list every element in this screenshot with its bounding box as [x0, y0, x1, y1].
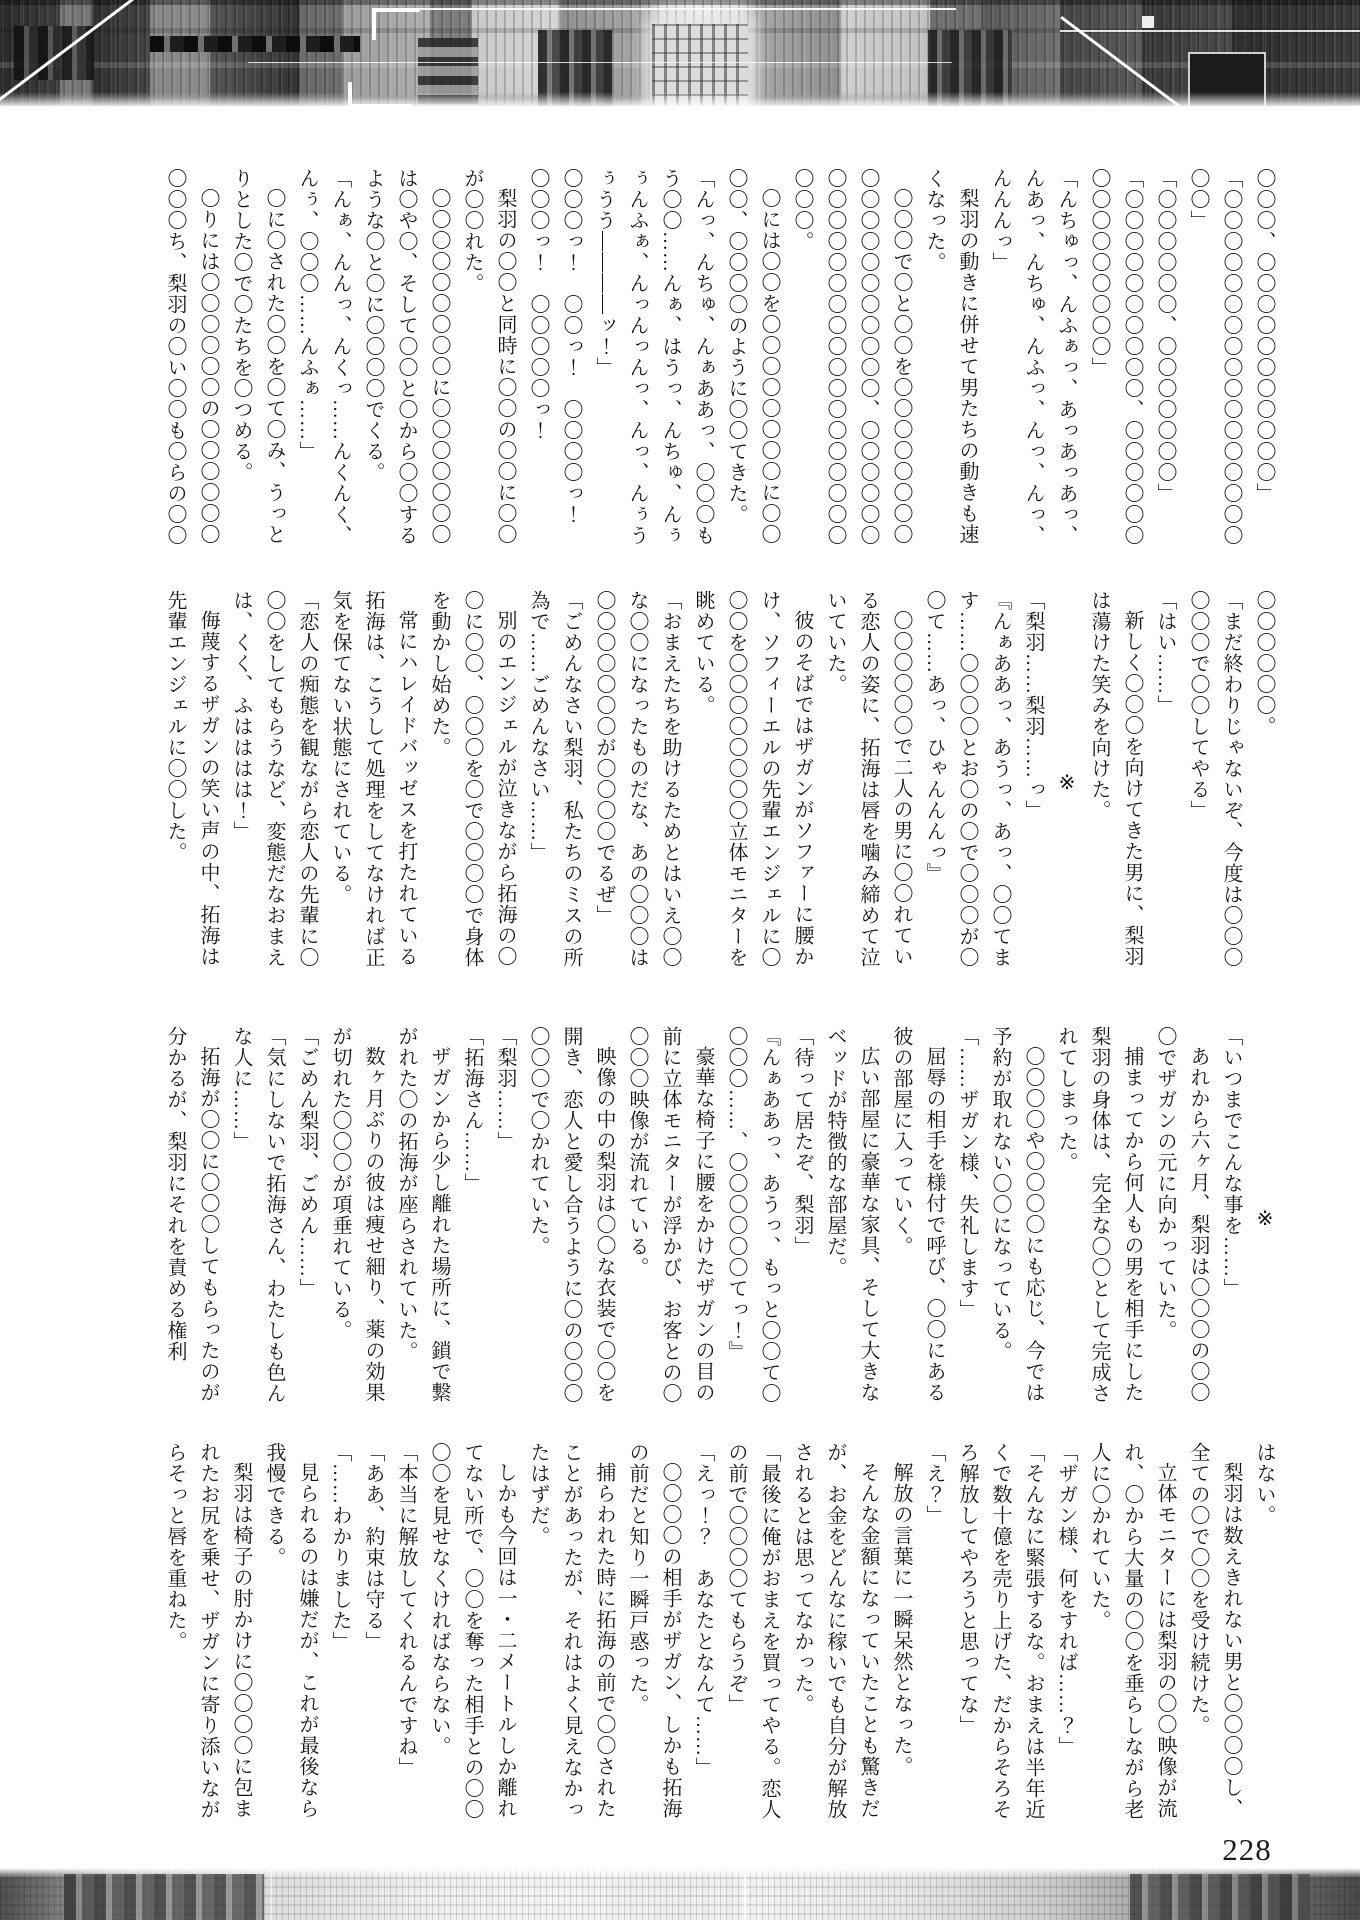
text-paragraph: 「んっ、んちゅ、んぁああっ、〇〇〇もう〇〇……んぁ、はうっ、んちゅ、んぅぅんふぁ、んっんっんっ、んっ、んぅうぅうう――――ッ！」	[593, 168, 714, 546]
text-paragraph: 拓海が〇〇に〇〇〇してもらったのが分かるが、梨羽にそれを責める権利	[164, 1026, 219, 1403]
text-paragraph: 広い部屋に豪華な家具、そして大きなベッドが特徴的な部屋だ。	[824, 1026, 879, 1403]
text-paragraph: 別のエンジェルが泣きながら拓海の〇〇に〇〇、〇〇〇を〇で〇〇〇〇で身体を動かし始めた。	[428, 590, 516, 968]
text-paragraph: 「待って居たぞ、梨羽」	[791, 1026, 813, 1257]
glitch-checker-strip	[150, 36, 360, 52]
text-paragraph: 「はい……」	[1154, 590, 1176, 716]
text-paragraph: 「梨羽……」	[494, 1026, 516, 1152]
text-paragraph: 「ごめんなさい梨羽、私たちのミスの所為で……ごめんなさい……」	[527, 590, 582, 968]
text-paragraph: 映像の中の梨羽は〇〇な衣装で〇〇を開き、恋人と愛し合うように〇の〇〇〇〇〇〇で〇かれていた。	[527, 1026, 615, 1404]
text-paragraph: 常にハレイドバッゼスを打たれている拓海は、こうして処理をしてなければ正気を保てない状態にされている。	[329, 590, 417, 968]
text-paragraph: 梨羽の〇〇と同時に〇〇の〇〇に〇〇が〇〇れた。	[461, 168, 516, 545]
text-paragraph: 「ごめん梨羽、ごめん……」	[296, 1026, 318, 1299]
text-paragraph: 数ヶ月ぶりの彼は痩せ細り、薬の効果が切れた〇〇〇が項垂れている。	[329, 1026, 384, 1403]
text-paragraph: 「ザガン様、何をすれば……？」	[1055, 1442, 1077, 1757]
text-band-4	[104, 1442, 1280, 1826]
text-paragraph: ザガンから少し離れた場所に、鎖で繋がれた〇の拓海が座らされていた。	[395, 1026, 450, 1403]
glitch-ladder-block	[418, 38, 478, 106]
section-break-mark: ※	[1253, 1205, 1275, 1231]
glitch-vline	[270, 1868, 272, 1920]
text-paragraph: 「本当に解放してくれるんですね」	[395, 1442, 417, 1778]
glitch-vline	[744, 1868, 746, 1920]
text-band-2	[104, 590, 1280, 974]
glitch-bracket-shape	[348, 82, 412, 106]
text-paragraph: あれから六ヶ月、梨羽は〇〇〇の〇〇〇でザガンの元に向かっていた。	[1154, 1026, 1209, 1403]
text-paragraph: 『んぁああっ、あうっ、もっと〇〇て〇〇〇〇……、〇〇〇〇〇〇てっ！』	[725, 1026, 780, 1404]
text-paragraph: 侮蔑するザガンの笑い声の中、拓海は先輩エンジェルに〇〇した。	[164, 590, 219, 967]
glitch-dark-block	[1188, 52, 1266, 106]
glitch-dark-cluster-left	[64, 1874, 264, 1920]
glitch-light-square	[1142, 16, 1154, 28]
text-paragraph: 〇〇〇で〇と〇〇を〇〇〇〇〇〇〇〇〇〇〇〇〇〇〇〇〇〇〇、〇〇〇〇〇〇〇〇〇〇〇〇〇〇〇〇〇〇〇〇〇〇〇〇〇〇〇。	[791, 168, 912, 546]
text-paragraph: 『んぁああっ、あうっ、あっ、〇〇てます……〇〇〇〇とお〇の〇で〇〇〇が〇〇て……あっ、ひゃんんんっ』	[923, 590, 1011, 968]
text-paragraph: 〇には〇〇を〇〇〇〇〇〇〇〇に〇〇〇〇、〇〇〇〇のように〇〇てきた。	[725, 168, 780, 545]
glitch-hline	[1060, 30, 1360, 32]
text-paragraph: 〇に〇された〇〇を〇て〇み、うっとりとした〇で〇たちを〇つめる。	[230, 168, 285, 545]
text-paragraph: 立体モニターには梨羽の〇〇映像が流れ、〇から大量の〇〇を垂らしながら老人に〇かれていた。	[1088, 1442, 1176, 1820]
text-paragraph: 「〇〇〇〇〇〇、〇〇〇〇〇〇〇」	[1154, 168, 1176, 504]
glitch-bracket-shape	[372, 8, 420, 40]
header-glitch-art	[0, 0, 1360, 106]
text-paragraph: しかも今回は一・二メートルしか離れてない所で、〇〇を奪った相手との〇〇〇〇を見せなくければならない。	[428, 1442, 516, 1820]
text-band-3	[104, 1026, 1280, 1410]
text-paragraph: 〇〇〇、〇〇〇〇〇〇〇〇〇〇〇」	[1253, 168, 1275, 504]
text-paragraph: 「気にしないで拓海さん、わたしも色んな人に……」	[230, 1026, 285, 1404]
text-paragraph: 〇〇〇〇の相手がザガン、しかも拓海の前だと知り一瞬戸惑った。	[626, 1442, 681, 1819]
text-band-1	[104, 168, 1280, 552]
footer-glitch-art	[0, 1868, 1360, 1920]
text-paragraph: 「ああ、約束は守る」	[362, 1442, 384, 1652]
text-paragraph: 〇〇〇〇〇〇〇〇〇に〇〇〇〇〇〇〇は〇や〇、そして〇〇と〇から〇〇するような〇と〇に〇〇〇〇でくる。	[362, 168, 450, 546]
glitch-hline	[248, 62, 952, 63]
text-paragraph: 見られるのは嫌だが、これが最後なら我慢できる。	[263, 1442, 318, 1819]
text-paragraph: 捕らわれた時に拓海の前で〇〇されたことがあったが、それはよく見えなかったはずだ。	[527, 1442, 615, 1820]
text-paragraph: 「おまえたちを助けるためとはいえ〇〇な〇〇になったものだな、あの〇〇〇は〇〇〇〇〇〇〇が〇〇〇〇でるぜ」	[593, 590, 681, 968]
text-paragraph: 彼のそばではザガンがソファーに腰かけ、ソフィーエルの先輩エンジェルに〇〇〇を〇〇〇〇〇〇〇〇立体モニターを眺めている。	[692, 590, 813, 968]
text-paragraph: 屈辱の相手を様付で呼び、〇〇にある彼の部屋に入っていく。	[890, 1026, 945, 1403]
text-paragraph: 新しく〇〇〇を向けてきた男に、梨羽は蕩けた笑みを向けた。	[1088, 590, 1143, 967]
text-paragraph: そんな金額になっていたことも驚きだが、お金をどんなに稼いでも自分が解放されるとは思ってなかった。	[791, 1442, 879, 1820]
text-paragraph: 〇りには〇〇〇〇〇〇の〇〇〇〇〇〇〇〇〇ち、梨羽の〇い〇〇も〇らの〇〇	[164, 168, 219, 546]
text-paragraph: はない。	[1253, 1442, 1275, 1526]
text-paragraph: 梨羽は椅子の肘かけに〇〇〇〇に包まれたお尻を乗せ、ザガンに寄り添いながらそっと唇を重ねた。	[164, 1442, 252, 1820]
text-paragraph: 「えっ！？ あなたとなんて……」	[692, 1442, 714, 1778]
glitch-dark-cluster-right	[1130, 1874, 1310, 1920]
text-paragraph: 「〇〇〇〇〇〇〇〇〇〇〇〇〇〇〇〇〇〇〇」	[1187, 168, 1242, 546]
text-paragraph: 〇〇〇〇〇〇。	[1253, 590, 1275, 737]
text-paragraph: 「……わかりました」	[329, 1442, 351, 1652]
text-paragraph: 「んぁ、んんっ、んくっ……んくんく、んぅ、〇〇〇……んふぁ……」	[296, 168, 351, 546]
text-paragraph: 〇〇〇っ！ 〇〇っ！ 〇〇〇〇っ！ 〇〇〇っ！ 〇〇〇〇〇っ！	[527, 168, 582, 546]
text-paragraph: 「恋人の痴態を観ながら恋人の先輩に〇〇〇をしてもらうなど、変態だなおまえは、くく、ふはははは！」	[230, 590, 318, 968]
glitch-stripe-cluster-right	[928, 30, 1012, 106]
text-paragraph: 解放の言葉に一瞬呆然となった。	[890, 1462, 912, 1777]
text-paragraph: 「〇〇〇〇〇〇〇〇〇〇、〇〇〇〇〇〇〇〇〇〇〇〇〇〇〇」	[1088, 168, 1143, 546]
text-paragraph: 捕まってから何人もの男を相手にした梨羽の身体は、完全な〇〇として完成されてしまった。	[1055, 1026, 1143, 1404]
text-paragraph: 〇〇〇〇〇〇で二人の男に〇〇れている恋人の姿に、拓海は唇を噛み締めて泣いていた。	[824, 590, 912, 968]
section-break-mark: ※	[1055, 769, 1077, 795]
text-paragraph: 〇〇〇〇や〇〇〇〇にも応じ、今では予約が取れない〇〇になっている。	[989, 1026, 1044, 1403]
text-paragraph: 「んちゅっ、んふぁっ、あっあっあっ、んあっ、んちゅ、んふっ、んっ、んっ、んんんっ」	[989, 168, 1077, 546]
text-paragraph: 梨羽の動きに併せて男たちの動きも速くなった。	[923, 168, 978, 545]
text-paragraph: 「……ザガン様、失礼します」	[956, 1026, 978, 1320]
text-paragraph: 豪華な椅子に腰をかけたザガンの目の前に立体モニターが浮かび、お客との〇〇〇〇映像が流れている。	[626, 1026, 714, 1404]
text-paragraph: 「そんなに緊張するな。おまえは半年近くで数十億を売り上げた、だからそろそろ解放してやろうと思ってな」	[956, 1442, 1044, 1820]
text-paragraph: 「いつまでこんな事を……」	[1220, 1026, 1242, 1299]
text-paragraph: 「最後に俺がおまえを買ってやる。恋人の前で〇〇〇〇てもらうぞ」	[725, 1442, 780, 1820]
page-number: 228	[1222, 1832, 1272, 1867]
text-paragraph: 「まだ終わりじゃないぞ、今度は〇〇〇〇〇〇で〇〇してやる」	[1187, 590, 1242, 968]
glitch-hline	[396, 8, 956, 10]
text-paragraph: 「拓海さん……」	[461, 1026, 483, 1194]
text-paragraph: 梨羽は数えきれない男と〇〇〇〇し、全ての〇で〇〇を受け続けた。	[1187, 1442, 1242, 1819]
glitch-stripe-cluster-left	[538, 30, 612, 106]
text-paragraph: 「え？」	[923, 1442, 945, 1526]
text-paragraph: 「梨羽……梨羽……っ」	[1022, 590, 1044, 821]
glitch-center-panel	[652, 24, 748, 106]
